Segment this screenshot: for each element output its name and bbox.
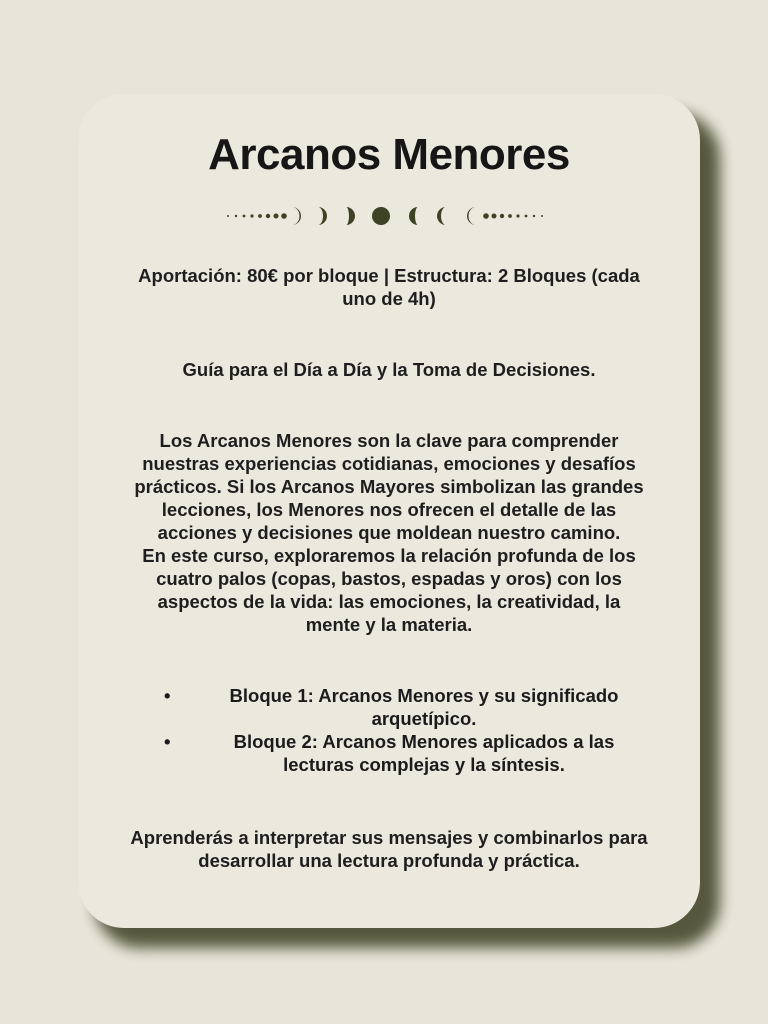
list-item-text: Bloque 2: Arcanos Menores aplicados a las lecturas complejas y la síntesis.	[233, 731, 615, 775]
course-closing: Aprenderás a interpretar sus mensajes y combinarlos para desarrollar una lectura profunda y práctica.	[130, 827, 648, 871]
description-paragraph-1: Los Arcanos Menores son la clave para comprender nuestras experiencias cotidianas, emociones y desafíos prácticos. Si los Arcanos Mayores simbolizan las grandes lecciones, los Menores nos ofrecen el detalle de las acciones y decisiones que moldean nuestro camino.	[134, 430, 644, 543]
list-item-text: Bloque 1: Arcanos Menores y su significado arquetípico.	[229, 685, 619, 729]
description-paragraph-2: En este curso, exploraremos la relación profunda de los cuatro palos (copas, bastos, espadas y oros) con los aspectos de la vida: las emociones, la creatividad, la mente y la materia.	[142, 545, 636, 635]
bullet-icon: •	[164, 731, 171, 752]
bullet-icon: •	[164, 685, 171, 706]
course-description	[130, 429, 648, 636]
moon-phases-icon	[224, 204, 554, 228]
list-item	[130, 684, 648, 730]
course-subtitle: Guía para el Día a Día y la Toma de Decisiones.	[182, 359, 596, 380]
course-card	[78, 94, 700, 928]
course-fee: Aportación: 80€ por bloque | Estructura: 2 Bloques (cada uno de 4h)	[138, 265, 640, 309]
blocks-list	[130, 684, 648, 776]
list-item	[130, 730, 648, 776]
card-title: Arcanos Menores	[208, 130, 570, 179]
